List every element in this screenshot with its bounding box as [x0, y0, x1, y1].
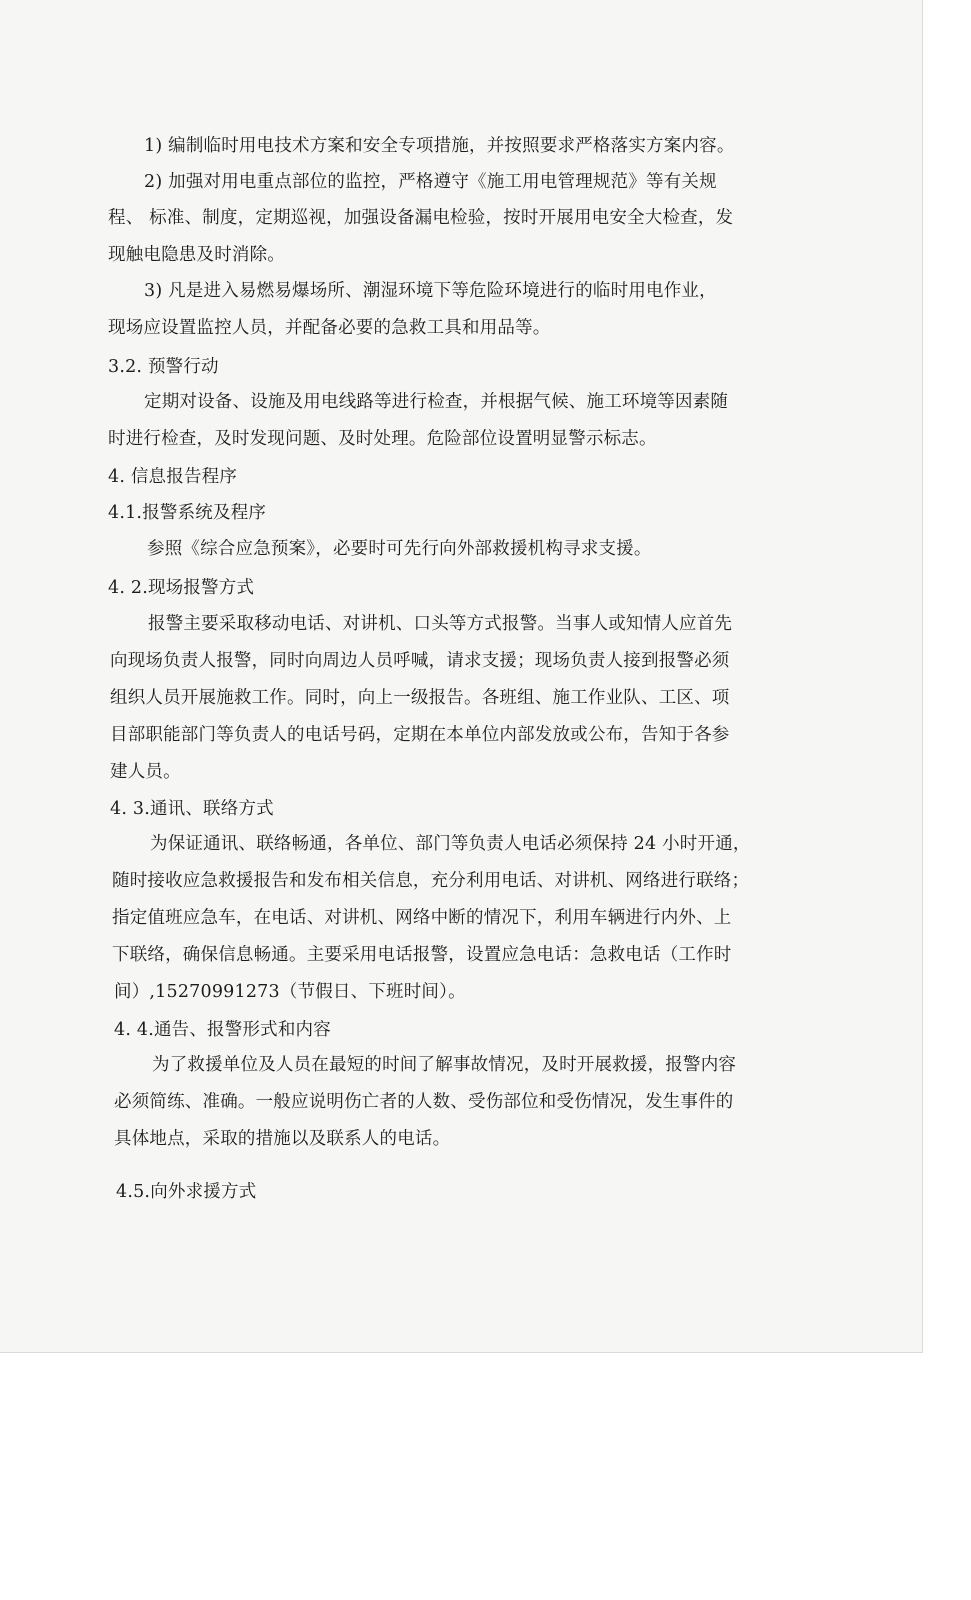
- paragraph-line: 1) 编制临时用电技术方案和安全专项措施，并按照要求严格落实方案内容。: [144, 136, 735, 156]
- paragraph-line: 为了救援单位及人员在最短的时间了解事故情况，及时开展救援，报警内容: [152, 1055, 737, 1075]
- section-heading: 4. 4.通告、报警形式和内容: [114, 1020, 331, 1040]
- paragraph-line: 现场应设置监控人员，并配备必要的急救工具和用品等。: [108, 318, 551, 338]
- paragraph-line: 具体地点，采取的措施以及联系人的电话。: [114, 1129, 451, 1149]
- paragraph-line: 程、 标准、制度，定期巡视，加强设备漏电检验，按时开展用电安全大检查，发: [108, 208, 734, 228]
- paragraph-line: 随时接收应急救援报告和发布相关信息，充分利用电话、对讲机、网络进行联络；: [112, 871, 750, 891]
- section-heading: 4. 2.现场报警方式: [108, 578, 255, 598]
- paragraph-line: 报警主要采取移动电话、对讲机、口头等方式报警。当事人或知情人应首先: [148, 614, 733, 634]
- paragraph-line: 定期对设备、设施及用电线路等进行检查，并根据气候、施工环境等因素随: [144, 392, 729, 412]
- paragraph-line: 间）,15270991273（节假日、下班时间）。: [114, 982, 466, 1002]
- paragraph-line: 现触电隐患及时消除。: [108, 245, 285, 265]
- paragraph-line: 组织人员开展施救工作。同时，向上一级报告。各班组、施工作业队、工区、项: [110, 688, 730, 708]
- paragraph-line: 时进行检查，及时发现问题、及时处理。危险部位设置明显警示标志。: [108, 429, 657, 449]
- paragraph-line: 目部职能部门等负责人的电话号码，定期在本单位内部发放或公布，告知于各参: [110, 725, 730, 745]
- section-heading: 4.5.向外求援方式: [116, 1182, 257, 1202]
- section-heading: 4.1.报警系统及程序: [108, 503, 267, 523]
- paragraph-line: 为保证通讯、联络畅通，各单位、部门等负责人电话必须保持 24 小时开通，: [150, 834, 751, 854]
- paragraph-line: 3) 凡是进入易燃易爆场所、潮湿环境下等危险环境进行的临时用电作业，: [144, 281, 717, 301]
- paragraph-line: 2) 加强对用电重点部位的监控，严格遵守《施工用电管理规范》等有关规: [144, 172, 717, 192]
- paragraph-line: 必须简练、准确。一般应说明伤亡者的人数、受伤部位和受伤情况，发生事件的: [114, 1092, 734, 1112]
- paragraph-line: 参照《综合应急预案》，必要时可先行向外部救援机构寻求支援。: [147, 539, 652, 559]
- section-heading: 4. 3.通讯、联络方式: [110, 799, 274, 819]
- paragraph-line: 向现场负责人报警，同时向周边人员呼喊，请求支援；现场负责人接到报警必须: [110, 651, 730, 671]
- paragraph-line: 指定值班应急车，在电话、对讲机、网络中断的情况下，利用车辆进行内外、上: [112, 908, 732, 928]
- paragraph-line: 下联络，确保信息畅通。主要采用电话报警，设置应急电话：急救电话（工作时: [112, 945, 732, 965]
- paragraph-line: 建人员。: [110, 762, 181, 782]
- section-heading: 4. 信息报告程序: [108, 467, 238, 487]
- section-heading: 3.2. 预警行动: [108, 357, 219, 377]
